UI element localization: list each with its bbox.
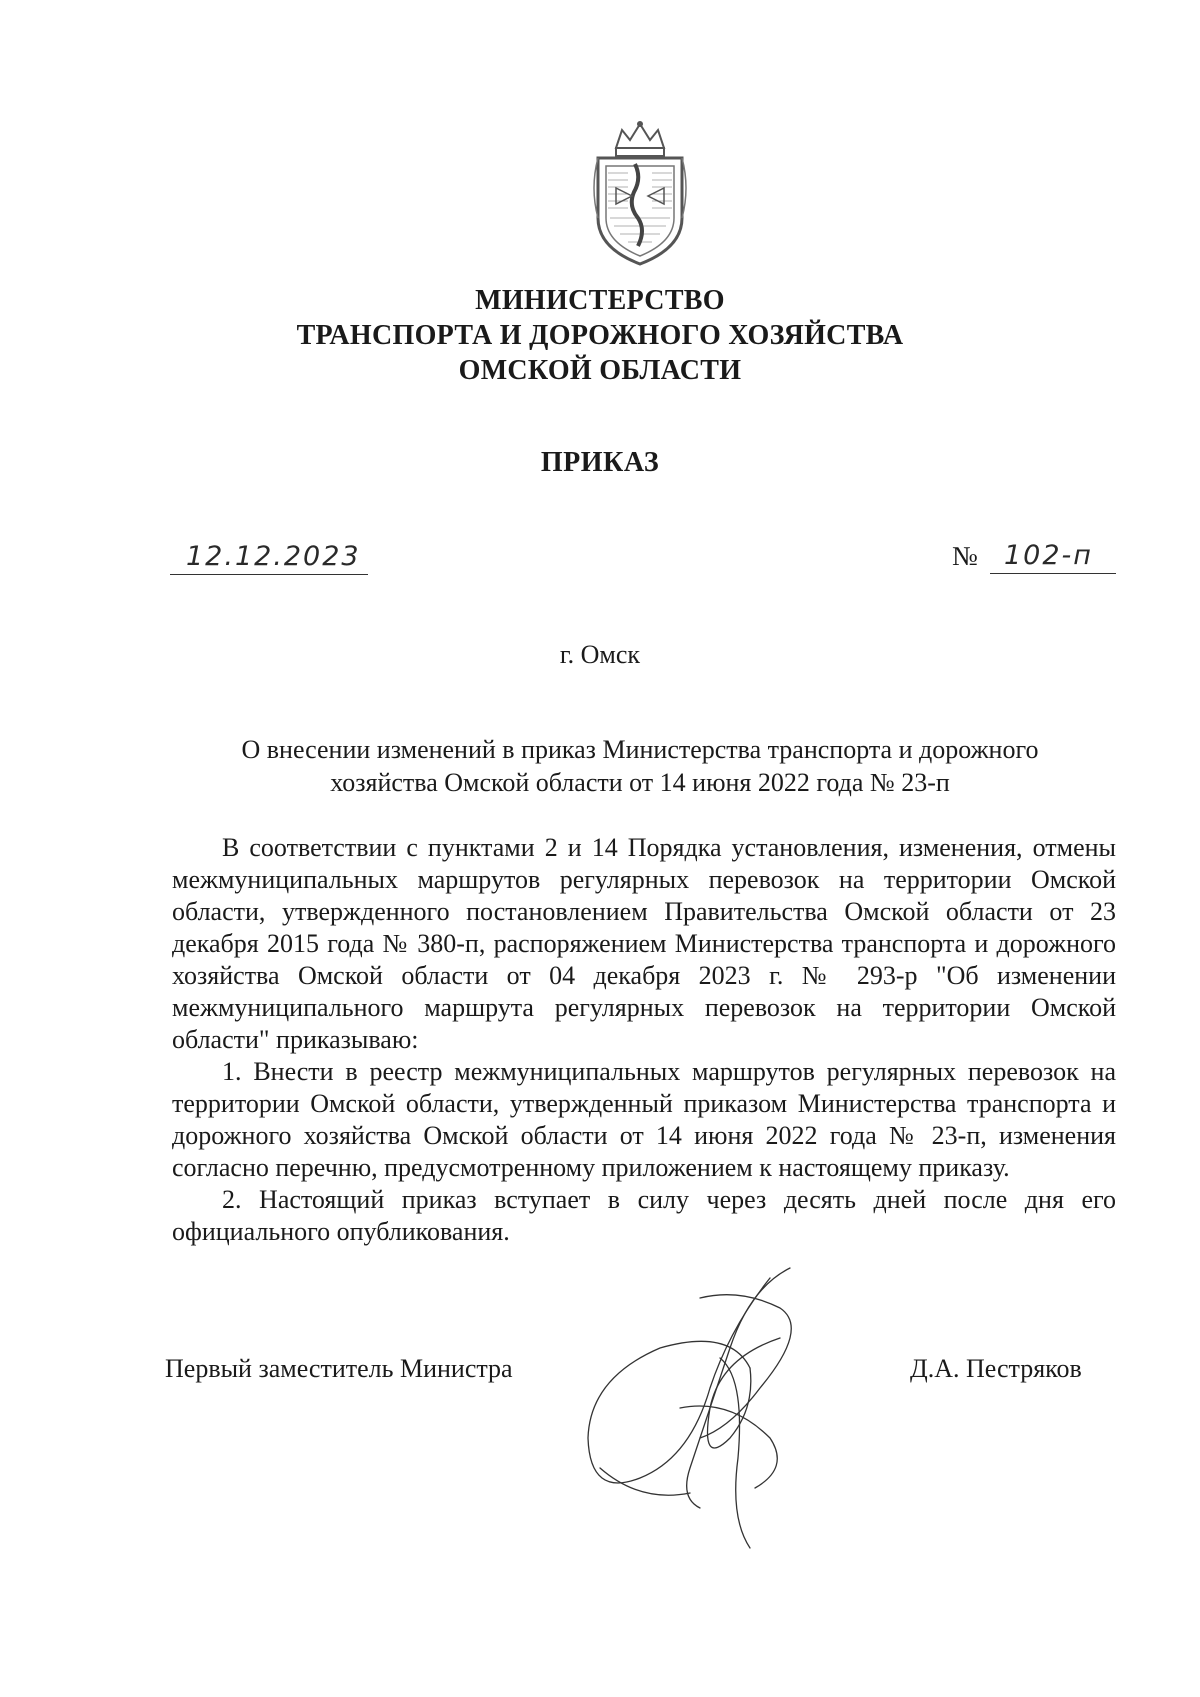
coat-of-arms-icon: [580, 118, 700, 268]
handwritten-signature: [580, 1258, 880, 1558]
preamble-paragraph: В соответствии с пунктами 2 и 14 Порядка установления, изменения, отмены межмуниципальных маршрутов регулярных перевозок на территории Омской области, утвержденного постановлением Правительства Омской области от 23 декабря 2015 года № 380-п, распоряжением Министерства транспорта и дорожного хозяйства Омской области от 04 декабря 2023 г. № 293-р "Об изменении межмуниципального маршрута регулярных перевозок на территории Омской области" приказываю:: [172, 833, 1116, 1054]
document-body: [172, 832, 1116, 1248]
item-2-paragraph: 2. Настоящий приказ вступает в силу через десять дней после дня его официального опубликования.: [172, 1185, 1116, 1246]
subject-line-2: хозяйства Омской области от 14 июня 2022 года № 23-п: [330, 768, 950, 797]
item-1-paragraph: 1. Внести в реестр межмуниципальных маршрутов регулярных перевозок на территории Омской области, утвержденный приказом Министерства транспорта и дорожного хозяйства Омской области от 14 июня 2022 года № 23-п, изменения согласно перечню, предусмотренному приложением к настоящему приказу.: [172, 1057, 1116, 1182]
document-type: ПРИКАЗ: [540, 447, 660, 478]
number-field: [952, 540, 1116, 574]
signatory-name: Д.А. Пестряков: [910, 1354, 1082, 1383]
subject-line-1: О внесении изменений в приказ Министерства транспорта и дорожного: [241, 735, 1039, 764]
number-sign: №: [952, 541, 978, 571]
org-line-1: МИНИСТЕРСТВО: [475, 285, 725, 316]
number-line: [990, 539, 1116, 574]
org-line-3: ОМСКОЙ ОБЛАСТИ: [458, 355, 742, 386]
organization-name: [200, 283, 1000, 388]
document-subject: [160, 733, 1120, 799]
org-line-2: ТРАНСПОРТА И ДОРОЖНОГО ХОЗЯЙСТВА: [296, 320, 904, 351]
city: г. Омск: [559, 640, 641, 669]
signatory-position: Первый заместитель Министра: [165, 1354, 513, 1383]
handwritten-number: 102-п: [1004, 540, 1093, 571]
handwritten-date: 12.12.2023: [186, 541, 361, 572]
date-field: [170, 540, 368, 575]
